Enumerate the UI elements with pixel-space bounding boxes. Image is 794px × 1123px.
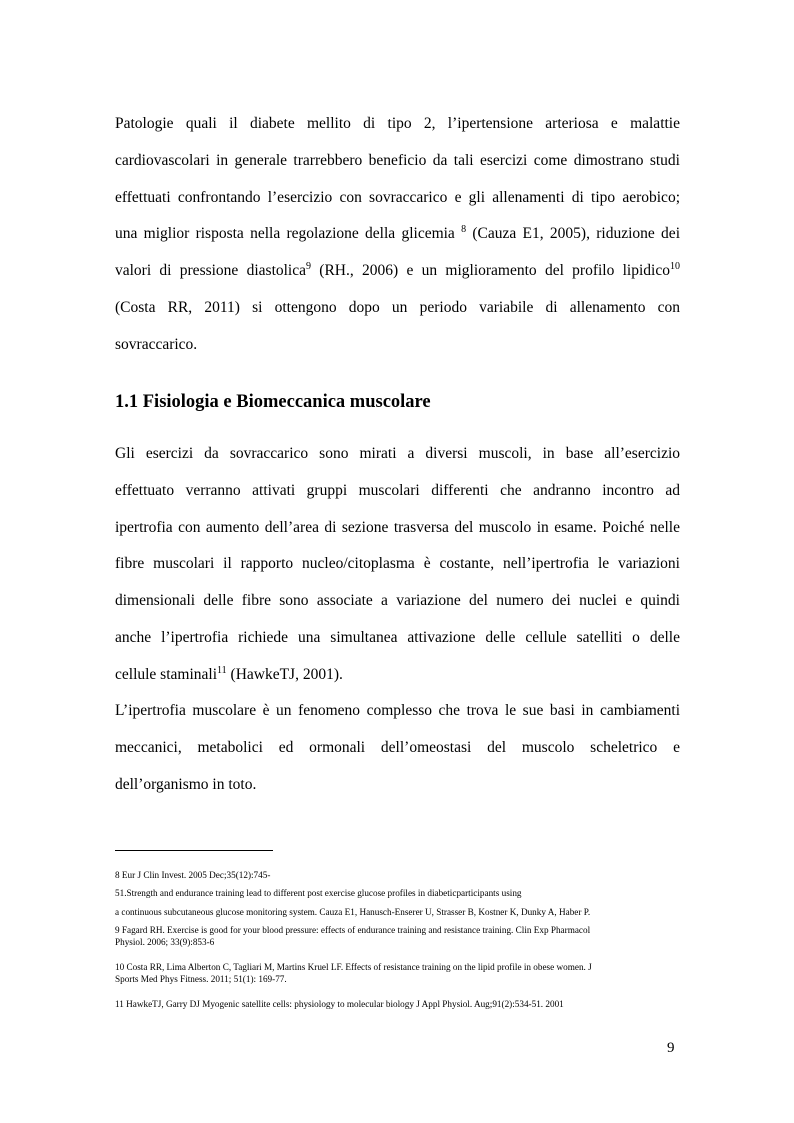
text-line: dimensionali delle fibre sono associate a variazione del numero dei nuclei e quindi — [115, 592, 680, 610]
footnote-9 — [115, 924, 685, 948]
footnote-ref-10: 10 — [669, 261, 680, 273]
text-line: cardiovascolari in generale trarrebbero beneficio da tali esercizi come dimostrano studi — [115, 151, 680, 169]
text-line: effettuato verranno attivati gruppi muscolari differenti che andranno incontro ad — [115, 481, 680, 499]
footnote-8: 8 Eur J Clin Invest. 2005 Dec;35(12):745- — [115, 870, 271, 880]
text-line — [115, 657, 680, 694]
text-line: ipertrofia con aumento dell’area di sezione trasversa del muscolo in esame. Poiché nelle — [115, 518, 680, 536]
text-segment: una miglior risposta nella regolazione della glicemia — [115, 225, 462, 243]
text-segment: (Cauza E1, 2005), riduzione dei — [466, 225, 680, 243]
footnote-8-continued: 51.Strength and endurance training lead to different post exercise glucose profiles in diabeticparticipants using — [115, 888, 522, 898]
text-line: dell’organismo in toto. — [115, 775, 257, 793]
text-segment: (HawkeTJ, 2001). — [226, 665, 343, 683]
text-line — [115, 216, 680, 253]
text-line: (Costa RR, 2011) si ottengono dopo un periodo variabile di allenamento con — [115, 298, 680, 316]
footnote-11: 11 HawkeTJ, Garry DJ Myogenic satellite cells: physiology to molecular biology J Appl Physiol. Aug;91(2):534-51. 2001 — [115, 999, 564, 1009]
footnote-ref-9: 9 — [306, 261, 311, 273]
text-line: Patologie quali il diabete mellito di tipo 2, l’ipertensione arteriosa e malattie — [115, 115, 680, 132]
page-number: 9 — [667, 1040, 675, 1056]
text-line: fibre muscolari il rapporto nucleo/citoplasma è costante, nell’ipertrofia le variazioni — [115, 555, 680, 573]
paragraph-hypertrophy — [115, 693, 680, 803]
footnote-ref-11: 11 — [217, 664, 227, 676]
text-line: sovraccarico. — [115, 335, 198, 353]
footnote-ref-8: 8 — [461, 224, 467, 236]
paragraph-intro — [115, 106, 680, 364]
text-segment: valori di pressione diastolica — [115, 262, 306, 280]
footnote-8-authors: a continuous subcutaneous glucose monitoring system. Cauza E1, Hanusch-Enserer U, Strasser B, Kostner K, Dunky A, Haber P. — [115, 907, 591, 917]
paragraph-physiology — [115, 436, 680, 694]
text-line: meccanici, metabolici ed ormonali dell’omeostasi del muscolo scheletrico e — [115, 738, 680, 756]
text-line: effettuati confrontando l’esercizio con sovraccarico e gli allenamenti di tipo aerobico; — [115, 188, 680, 206]
text-segment: cellule staminali — [115, 665, 218, 683]
footnote-separator — [115, 850, 273, 851]
footnote-line: 9 Fagard RH. Exercise is good for your blood pressure: effects of endurance training and resistance training. Clin Exp Pharmacol — [115, 925, 591, 935]
text-segment: (RH., 2006) e un miglioramento del profilo lipidico — [311, 262, 670, 280]
text-line: Gli esercizi da sovraccarico sono mirati a diversi muscoli, in base all’esercizio — [115, 445, 680, 462]
text-line: L’ipertrofia muscolare è un fenomeno complesso che trova le sue basi in cambiamenti — [115, 702, 680, 719]
section-heading: 1.1 Fisiologia e Biomeccanica muscolare — [115, 392, 431, 412]
footnote-line: Sports Med Phys Fitness. 2011; 51(1): 169-77. — [115, 974, 287, 984]
footnote-line: Physiol. 2006; 33(9):853-6 — [115, 937, 215, 947]
footnote-line: 10 Costa RR, Lima Alberton C, Tagliari M, Martins Kruel LF. Effects of resistance training on the lipid profile in obese women. J — [115, 962, 592, 972]
text-line — [115, 253, 680, 290]
footnote-10 — [115, 961, 685, 985]
text-line: anche l’ipertrofia richiede una simultanea attivazione delle cellule satelliti o delle — [115, 628, 680, 646]
